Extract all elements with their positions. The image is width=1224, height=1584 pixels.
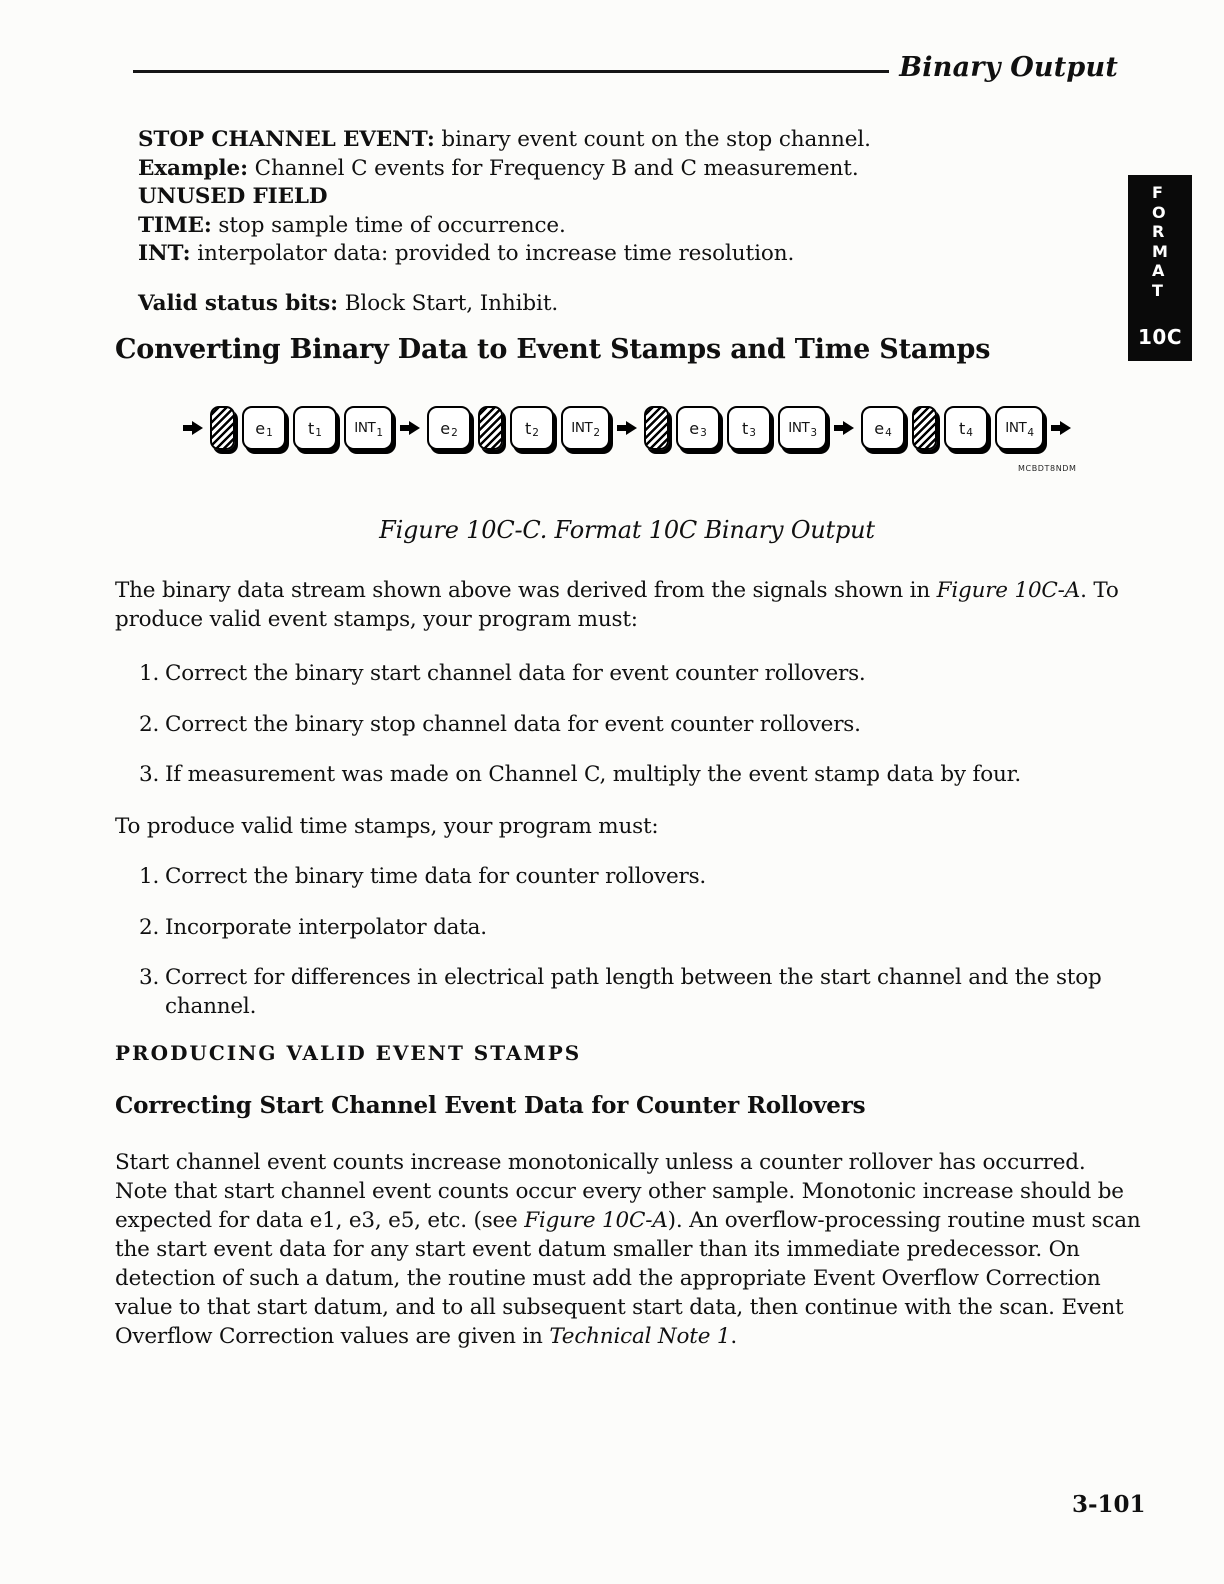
figure-box-int4 (995, 406, 1044, 450)
box-label: e (689, 418, 700, 438)
text-segment: Correct for differences in electrical path length between the start channel and the stop (165, 965, 1102, 990)
text-segment: ). An overflow-processing routine must scan (667, 1208, 1141, 1233)
text-segment: UNUSED FIELD (138, 184, 328, 209)
format-tab-letter: F (1152, 183, 1163, 202)
hatched-unused-box (478, 406, 503, 450)
figure-box-t4 (944, 406, 988, 450)
text-segment: channel. (165, 994, 257, 1019)
figure-box-int2 (561, 406, 610, 450)
box-label: t (959, 418, 966, 438)
box-label: INT (788, 420, 810, 436)
list-item-number: 2. (139, 914, 160, 940)
list-item-number: 3. (139, 762, 160, 787)
list-item-text (165, 710, 861, 739)
hatched-unused-box (912, 406, 937, 450)
list-item-number: 1. (139, 864, 160, 889)
event-steps-list (139, 659, 1021, 811)
format-tab-letter: R (1152, 222, 1165, 241)
text-segment: Start channel event counts increase monotonically unless a counter rollover has occurred. (115, 1150, 1086, 1175)
page-header (133, 52, 1118, 83)
box-label: e (874, 418, 885, 438)
box-label: INT (354, 420, 376, 436)
text-segment: detection of such a datum, the routine must add the appropriate Event Overflow Correction (115, 1266, 1101, 1291)
box-label-subscript: 2 (593, 427, 600, 439)
definition-line (138, 126, 871, 155)
definition-line (138, 240, 871, 269)
box-label: t (308, 418, 315, 438)
list-item (139, 862, 1102, 891)
figure-box-e4 (861, 406, 905, 450)
list-item-text (165, 760, 1021, 789)
text-segment: Correct the binary stop channel data for event counter rollovers. (165, 711, 861, 737)
box-label: e (255, 418, 266, 438)
figure-10c-c (0, 404, 1224, 564)
text-segment: binary event count on the stop channel. (434, 127, 871, 152)
hatched-unused-box (644, 406, 669, 450)
format-tab-letter: A (1152, 261, 1165, 280)
figure-box-t1 (293, 406, 337, 450)
producing-valid-event-stamps-heading: PRODUCING VALID EVENT STAMPS (115, 1041, 582, 1065)
text-segment: STOP CHANNEL EVENT: (138, 127, 435, 152)
box-label: t (525, 418, 532, 438)
text-segment: Block Start, Inhibit. (337, 291, 559, 316)
arrow-icon (834, 421, 854, 436)
format-tab-code: 10C (1137, 325, 1182, 349)
list-item-number: 1. (139, 661, 160, 686)
text-segment: Correct the binary time data for counter rollovers. (165, 864, 707, 889)
text-segment: INT: (138, 241, 191, 266)
text-segment: Incorporate interpolator data. (165, 914, 487, 940)
figure-box-t2 (510, 406, 554, 450)
text-segment: Channel C events for Frequency B and C measurement. (247, 155, 859, 181)
box-label-subscript: 4 (1027, 427, 1034, 439)
hatched-unused-box (210, 406, 235, 450)
text-segment: TIME: (138, 212, 212, 238)
definition-line (138, 212, 871, 241)
text-segment: expected for data e1, e3, e5, etc. (see (115, 1208, 525, 1233)
list-item-text (165, 659, 866, 688)
box-label-subscript: 2 (532, 427, 539, 439)
intro-paragraph (115, 576, 1119, 634)
box-label-subscript: 4 (966, 427, 973, 439)
time-stamps-intro: To produce valid time stamps, your program must: (115, 814, 659, 839)
text-segment: the start event data for any start event datum smaller than its immediate predecessor. On (115, 1237, 1080, 1262)
list-item-text (165, 913, 487, 942)
box-label-subscript: 2 (451, 427, 458, 439)
text-segment: Correct the binary start channel data for event counter rollovers. (165, 661, 866, 686)
valid-status-line (138, 291, 558, 316)
list-item (139, 710, 1021, 739)
box-label: t (742, 418, 749, 438)
box-label: e (440, 418, 451, 438)
list-item-text (165, 862, 706, 891)
box-label-subscript: 1 (376, 427, 383, 439)
arrow-icon (400, 421, 420, 436)
section-heading: Converting Binary Data to Event Stamps and Time Stamps (115, 334, 991, 365)
list-item-number: 2. (139, 711, 160, 737)
list-item (139, 913, 1102, 942)
figure-box-e2 (427, 406, 471, 450)
format-tab-letter: O (1152, 202, 1166, 222)
arrow-icon (183, 421, 203, 436)
text-segment: value to that start datum, and to all subsequent start data, then continue with the scan. Event (115, 1295, 1124, 1320)
figure-box-e1 (242, 406, 286, 450)
box-label-subscript: 1 (266, 427, 273, 439)
list-item-number: 3. (139, 965, 160, 990)
format-10c-tab (1128, 175, 1192, 361)
box-label-subscript: 1 (315, 427, 322, 439)
text-segment: interpolator data: provided to increase time resolution. (190, 241, 795, 266)
figure-box-int1 (344, 406, 393, 450)
arrow-icon (617, 421, 637, 436)
text-segment: Figure 10C-A (524, 1208, 668, 1233)
format-tab-letter: T (1152, 280, 1163, 300)
list-item (139, 659, 1021, 688)
figure-code-label: MCBDT8NDM (1018, 464, 1077, 473)
field-definitions (138, 126, 871, 269)
definition-line (138, 183, 871, 212)
text-segment: produce valid event stamps, your program must: (115, 607, 638, 632)
running-header-title: Binary Output (899, 52, 1118, 83)
text-segment: Technical Note 1 (549, 1324, 731, 1349)
box-label: INT (1005, 420, 1027, 436)
correcting-start-channel-heading: Correcting Start Channel Event Data for Counter Rollovers (115, 1092, 866, 1119)
text-segment: Note that start channel event counts occur every other sample. Monotonic increase should be (115, 1179, 1124, 1204)
binary-stream-diagram (183, 404, 1071, 452)
page-number: 3-101 (1072, 1491, 1146, 1518)
box-label-subscript: 3 (810, 427, 817, 439)
list-item (139, 963, 1102, 1021)
arrow-icon (1051, 421, 1071, 436)
text-segment: Overflow Correction values are given in (115, 1324, 550, 1349)
figure-box-int3 (778, 406, 827, 450)
box-label-subscript: 3 (749, 427, 756, 439)
text-segment: The binary data stream shown above was derived from the signals shown in (115, 578, 937, 603)
time-steps-list (139, 862, 1102, 1043)
text-segment: Valid status bits: (138, 291, 338, 316)
format-tab-letter: M (1152, 241, 1168, 261)
box-label-subscript: 4 (885, 427, 892, 439)
list-item (139, 760, 1021, 789)
text-segment: stop sample time of occurrence. (211, 212, 566, 238)
figure-box-t3 (727, 406, 771, 450)
definition-line (138, 155, 871, 184)
header-rule (133, 70, 889, 73)
figure-caption: Figure 10C-C. Format 10C Binary Output (379, 516, 875, 544)
format-tab-letters (1152, 183, 1168, 300)
text-segment: If measurement was made on Channel C, multiply the event stamp data by four. (165, 762, 1021, 787)
text-segment: Figure 10C-A (936, 578, 1081, 603)
box-label: INT (571, 420, 593, 436)
text-segment: . (730, 1324, 737, 1349)
figure-box-e3 (676, 406, 720, 450)
text-segment: . To (1080, 578, 1119, 603)
box-label-subscript: 3 (700, 427, 707, 439)
rollover-paragraph (115, 1148, 1140, 1351)
list-item-text (165, 963, 1102, 1021)
text-segment: Example: (138, 155, 248, 181)
